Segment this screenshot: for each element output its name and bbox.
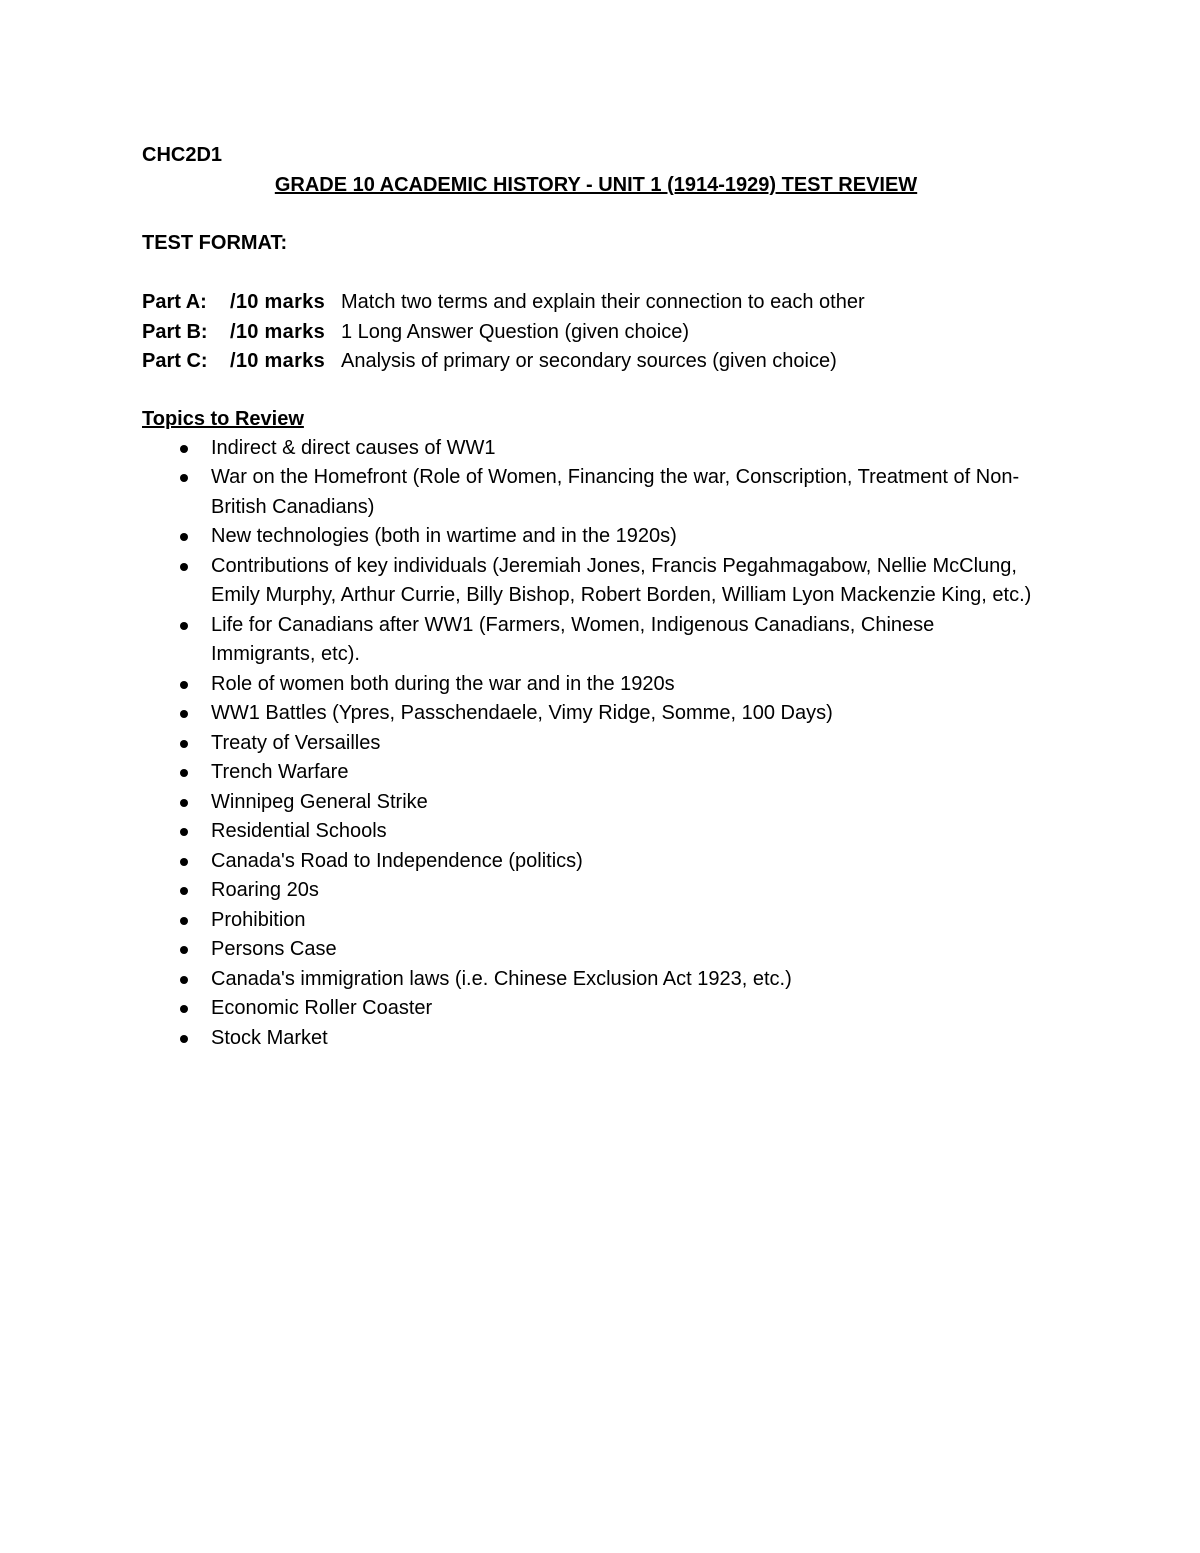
list-item [142, 729, 1041, 759]
bullet-icon [180, 681, 188, 689]
topic-text: Canada's immigration laws (i.e. Chinese Exclusion Act 1923, etc.) [211, 967, 792, 990]
course-code: CHC2D1 [142, 144, 223, 166]
topic-text: Economic Roller Coaster [211, 997, 433, 1019]
list-item [142, 847, 1041, 877]
bullet-icon [180, 917, 188, 925]
topic-text: Canada's Road to Independence (politics) [211, 849, 583, 872]
bullet-icon [180, 887, 188, 895]
topic-text: Treaty of Versailles [211, 731, 381, 754]
list-item [142, 522, 1041, 552]
part-label: Part A: [142, 291, 207, 313]
part-marks: /10 marks [230, 320, 325, 343]
list-item [142, 552, 1041, 611]
part-description: 1 Long Answer Question (given choice) [341, 320, 689, 343]
test-format-heading: TEST FORMAT: [142, 232, 288, 254]
bullet-icon [180, 976, 188, 984]
document-title: GRADE 10 ACADEMIC HISTORY - UNIT 1 (1914-1929) TEST REVIEW [274, 174, 918, 196]
part-marks: /10 marks [230, 291, 325, 313]
bullet-icon [180, 1005, 188, 1013]
bullet-icon [180, 799, 188, 807]
bullet-icon [180, 710, 188, 718]
list-item [142, 699, 1041, 729]
list-item [142, 876, 1041, 906]
list-item [142, 1024, 1041, 1054]
bullet-icon [180, 828, 188, 836]
topic-text: Life for Canadians after WW1 (Farmers, Women, Indigenous Canadians, Chinese Immigrants, etc). [211, 613, 935, 665]
topic-text: War on the Homefront (Role of Women, Financing the war, Conscription, Treatment of Non-British Canadians) [211, 466, 1020, 518]
topic-text: Prohibition [211, 908, 306, 931]
list-item [142, 906, 1041, 936]
list-item [142, 935, 1041, 965]
part-row [142, 288, 1042, 318]
topic-text: WW1 Battles (Ypres, Passchendaele, Vimy Ridge, Somme, 100 Days) [211, 702, 833, 724]
document-page [142, 141, 1042, 1053]
bullet-icon [180, 533, 188, 541]
list-item [142, 670, 1041, 700]
part-marks: /10 marks [230, 350, 325, 372]
list-item [142, 994, 1041, 1024]
list-item [142, 611, 1041, 670]
bullet-icon [180, 563, 188, 571]
part-label: Part B: [142, 320, 208, 343]
part-description: Match two terms and explain their connection to each other [341, 291, 865, 313]
test-format-parts [142, 288, 1042, 377]
list-item [142, 965, 1041, 995]
bullet-icon [180, 946, 188, 954]
list-item [142, 434, 1041, 464]
bullet-icon [180, 858, 188, 866]
list-item [142, 463, 1041, 522]
bullet-icon [180, 622, 188, 630]
bullet-icon [180, 769, 188, 777]
bullet-icon [180, 474, 188, 482]
topic-text: Stock Market [211, 1026, 328, 1049]
part-description: Analysis of primary or secondary sources (given choice) [341, 350, 837, 372]
topic-text: Role of women both during the war and in the 1920s [211, 672, 675, 695]
part-row [142, 347, 1042, 377]
bullet-icon [180, 445, 188, 453]
bullet-icon [180, 740, 188, 748]
topic-text: Winnipeg General Strike [211, 790, 428, 813]
topic-text: Residential Schools [211, 820, 387, 842]
list-item [142, 817, 1041, 847]
topic-text: Persons Case [211, 938, 337, 960]
topics-list [142, 434, 1042, 1054]
bullet-icon [180, 1035, 188, 1043]
list-item [142, 788, 1041, 818]
part-row [142, 318, 1042, 348]
topic-text: Roaring 20s [211, 879, 319, 901]
topic-text: Trench Warfare [211, 761, 349, 783]
list-item [142, 758, 1041, 788]
topic-text: Indirect & direct causes of WW1 [211, 436, 496, 459]
topic-text: New technologies (both in wartime and in the 1920s) [211, 525, 677, 547]
topics-heading: Topics to Review [142, 407, 304, 430]
topic-text: Contributions of key individuals (Jeremiah Jones, Francis Pegahmagabow, Nellie McClung, Emily Murphy, Arthur Currie, Billy Bishop, Robert Borden, William Lyon Mackenzie King, etc.) [211, 554, 1032, 606]
part-label: Part C: [142, 350, 208, 372]
